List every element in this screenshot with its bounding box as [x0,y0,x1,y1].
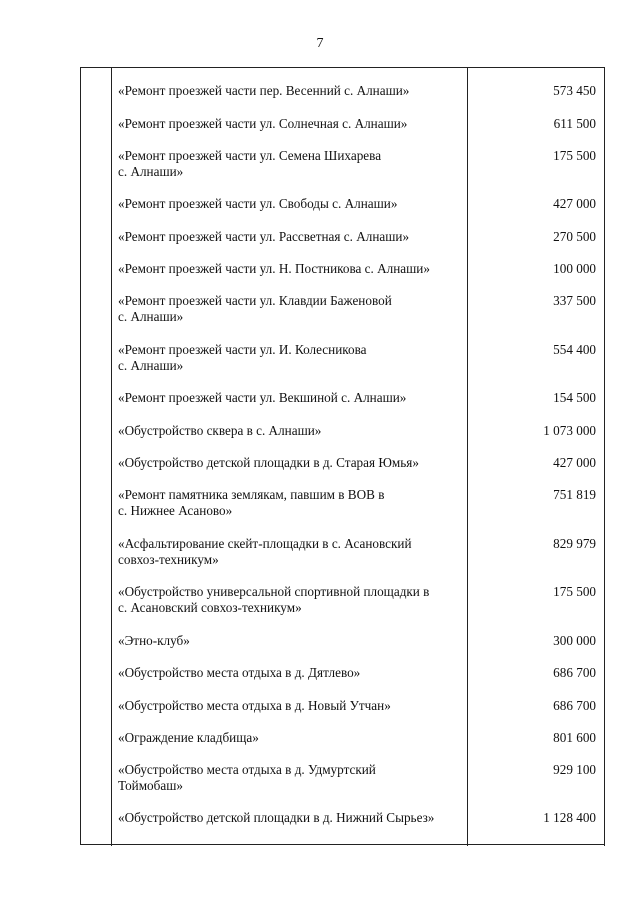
project-name: «Обустройство места отдыха в д. Новый Утчан» [118,698,391,713]
project-amount: 270 500 [553,229,596,244]
project-amount: 300 000 [553,633,596,648]
project-name: «Этно-клуб» [118,633,190,648]
project-amount: 751 819 [553,487,596,502]
project-name: «Ремонт проезжей части ул. Н. Постникова с. Алнаши» [118,261,430,276]
project-amount: 929 100 [553,762,596,777]
project-name: «Обустройство детской площадки в д. Старая Юмья» [118,455,419,470]
project-name: «Обустройство места отдыха в д. Удмуртский Тоймобаш» [118,762,376,793]
column-divider [467,67,468,846]
budget-table [80,67,605,846]
project-amount: 573 450 [553,83,596,98]
project-amount: 554 400 [553,342,596,357]
project-name: «Ремонт проезжей части ул. Клавдии Баженовой с. Алнаши» [118,293,392,324]
project-amount: 611 500 [553,116,596,131]
project-amount: 427 000 [553,455,596,470]
project-name: «Ремонт проезжей части ул. Векшиной с. Алнаши» [118,390,407,405]
project-name: «Обустройство детской площадки в д. Нижний Сырьез» [118,810,435,825]
project-amount: 100 000 [553,261,596,276]
project-amount: 175 500 [553,584,596,599]
project-amount: 829 979 [553,536,596,551]
project-amount: 1 073 000 [543,423,596,438]
project-name: «Обустройство сквера в с. Алнаши» [118,423,322,438]
project-amount: 1 128 400 [543,810,596,825]
project-name: «Ремонт проезжей части ул. Свободы с. Алнаши» [118,196,398,211]
project-name: «Ремонт проезжей части ул. Рассветная с. Алнаши» [118,229,410,244]
project-name: «Ремонт проезжей части ул. И. Колесникова с. Алнаши» [118,342,367,373]
project-name: «Обустройство универсальной спортивной площадки в с. Асановский совхоз-техникум» [118,584,430,615]
project-amount: 686 700 [553,698,596,713]
project-amount: 154 500 [553,390,596,405]
project-name: «Обустройство места отдыха в д. Дятлево» [118,665,361,680]
project-name: «Ремонт проезжей части ул. Солнечная с. Алнаши» [118,116,408,131]
column-divider [604,67,605,846]
project-name: «Ремонт проезжей части пер. Весенний с. Алнаши» [118,83,410,98]
project-name: «Ремонт проезжей части ул. Семена Шихарева с. Алнаши» [118,148,382,179]
project-amount: 427 000 [553,196,596,211]
page-number: 7 [316,36,324,51]
column-divider [111,67,112,846]
project-name: «Асфальтирование скейт-площадки в с. Асановский совхоз-техникум» [118,536,412,567]
project-name: «Ремонт памятника землякам, павшим в ВОВ в с. Нижнее Асаново» [118,487,385,518]
project-name: «Ограждение кладбища» [118,730,259,745]
project-amount: 801 600 [553,730,596,745]
project-amount: 175 500 [553,148,596,163]
project-amount: 337 500 [553,293,596,308]
project-amount: 686 700 [553,665,596,680]
